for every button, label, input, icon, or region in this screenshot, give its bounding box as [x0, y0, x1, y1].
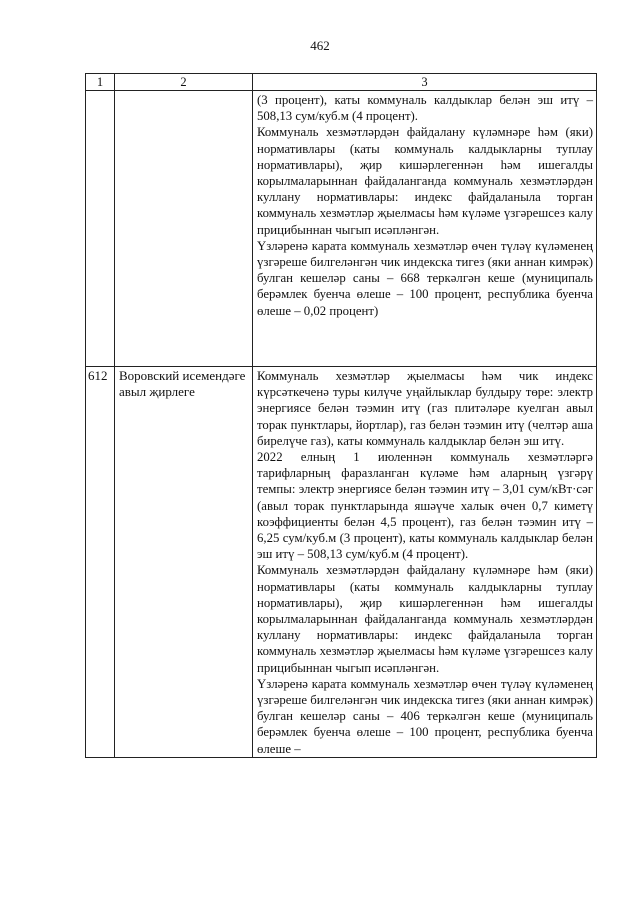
row-number — [86, 91, 115, 367]
row-description — [253, 91, 597, 367]
settlement-name: Воровский исемендәге авыл җирлеге — [115, 367, 253, 758]
settlement-name — [115, 91, 253, 367]
header-col-3: 3 — [253, 74, 597, 91]
paragraph: Коммуналь хезмәтләрдән файдалану күләмнәре һәм (яки) нормативлары (каты коммуналь калдыкларны туплау нормативлары), җир кишәрлегеннән һәм ишегалды корылмаларыннан файдаланганда коммуналь хезмәтләрдән куллану нормативлары: индекс файдаланыла торган коммуналь хезмәтләр җыелмасы һәм күләме үзгәрешсез калу прицибыннан чыгып исәпләнгән. — [257, 563, 593, 675]
paragraph: Коммуналь хезмәтләрдән файдалану күләмнәре һәм (яки) нормативлары (каты коммуналь калдыкларны туплау нормативлары), җир кишәрлегеннән һәм ишегалды корылмаларыннан файдаланганда коммуналь хезмәтләрдән куллану нормативлары: индекс файдаланыла торган коммуналь хезмәтләр җыелмасы һәм күләме үзгәрешсез калу прицибыннан чыгып исәпләнгән. — [257, 125, 593, 237]
page-number: 462 — [310, 38, 330, 53]
paragraph: Коммуналь хезмәтләр җыелмасы һәм чик индекс күрсәткеченә туры килүче уңайлыклар булдыру төре: электр энергиясе белән тәэмин итү (газ плитәләре куелган авыл торак пунктлары, йортлар), газ белән тәэмин итү (челтәр аша бирелүче газ), каты коммуналь калдыклар белән эш итү. — [257, 369, 593, 448]
table-row — [86, 367, 597, 758]
table-header-row — [86, 74, 597, 91]
table-row — [86, 91, 597, 367]
row-number: 612 — [86, 367, 115, 758]
paragraph: Үзләренә карата коммуналь хезмәтләр өчен түләү күләменең үзгәреше билгеләнгән чик индекска тигез (яки аннан кимрәк) булган кешеләр саны – 668 теркәлгән кеше (муниципаль берәмлек буенча өлеше – 100 процент, республика буенча өлеше – 0,02 процент) — [257, 238, 593, 318]
paragraph: Үзләренә карата коммуналь хезмәтләр өчен түләү күләменең үзгәреше билгеләнгән чик индекска тигез (яки аннан кимрәк) булган кешеләр саны – 406 теркәлгән кеше (муниципаль берәмлек буенча өлеше – 100 процент, республика буенча өлеше – — [257, 676, 593, 756]
regulation-table — [85, 73, 597, 758]
header-col-2: 2 — [115, 74, 253, 91]
paragraph: 2022 елның 1 июленнән коммуналь хезмәтләргә тарифларның фаразланган күләме һәм аларның үзгәрү темпы: электр энергиясе белән тәэмин итү – 3,01 сум/кВт·сәг (авыл торак пунктларында яшәүче халык өчен 0,7 киметү коэффициенты белән 4,5 процент), газ белән тәэмин итү – 6,25 сум/куб.м (3 процент), каты коммуналь калдыклар белән эш итү – 508,13 сум/куб.м (4 процент). — [257, 450, 593, 562]
row-description — [253, 367, 597, 758]
paragraph: (3 процент), каты коммуналь калдыклар белән эш итү – 508,13 сум/куб.м (4 процент). — [257, 93, 593, 124]
header-col-1: 1 — [86, 74, 115, 91]
